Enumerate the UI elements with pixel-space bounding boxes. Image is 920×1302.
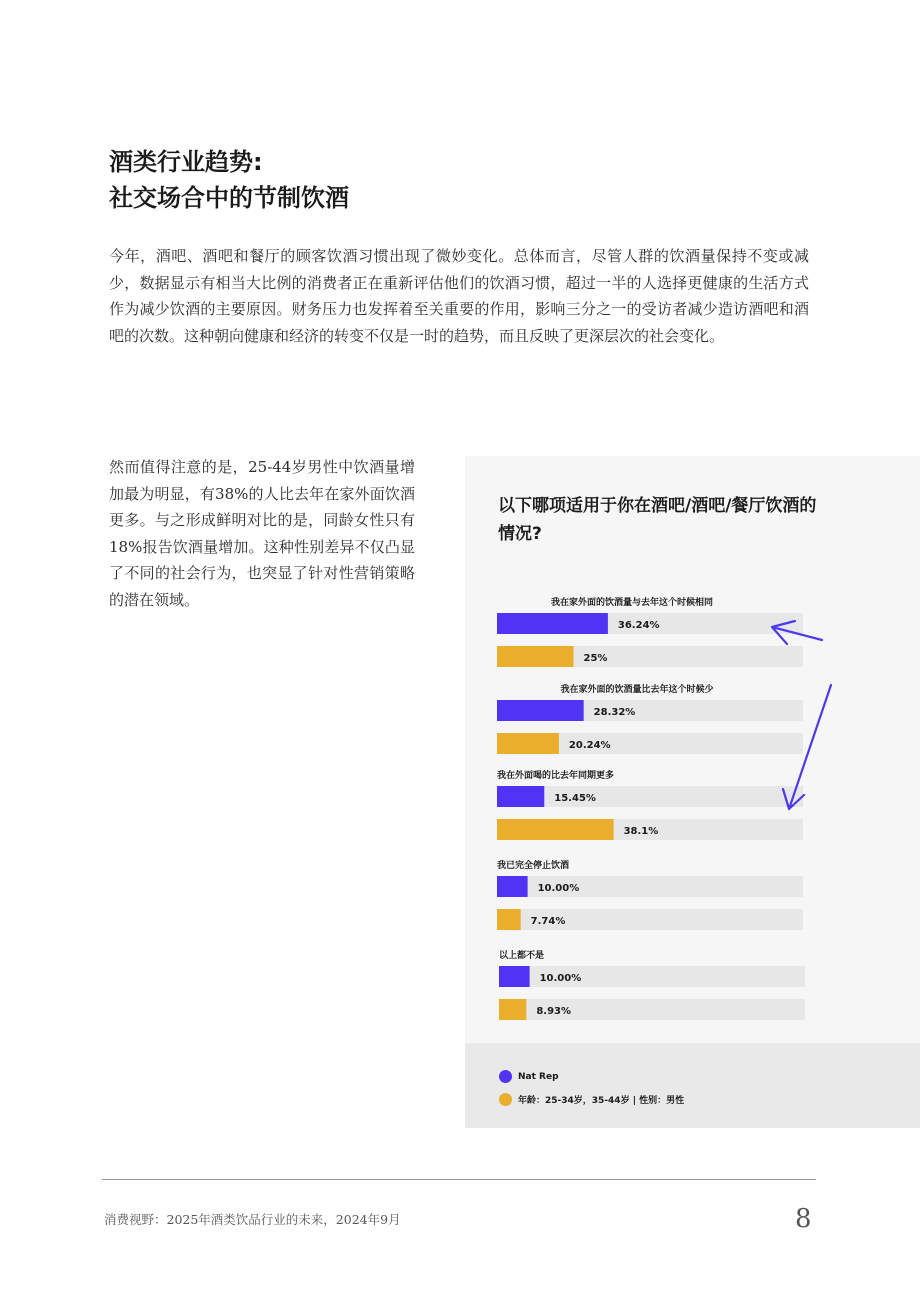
category-label: 我已完全停止饮酒	[497, 861, 570, 871]
data-label: 25%	[583, 653, 608, 664]
bar-segment	[499, 999, 526, 1020]
heading-line-1: 酒类行业趋势:	[109, 148, 263, 176]
bar-nat-rep	[497, 700, 584, 721]
category-label: 我在家外面的饮酒量比去年这个时候少	[560, 685, 714, 695]
bar-chart	[465, 456, 920, 1043]
bar-nat-rep	[497, 876, 528, 897]
data-label: 15.45%	[554, 793, 596, 804]
bar-segment	[497, 646, 574, 667]
page-number: 8	[795, 1204, 812, 1234]
chart-panel	[465, 456, 920, 1128]
legend-label-nat-rep: Nat Rep	[518, 1071, 559, 1082]
bar-segment	[497, 909, 521, 930]
legend-dot-segment	[499, 1093, 512, 1106]
category-label: 我在外面喝的比去年同期更多	[497, 771, 615, 781]
intro-paragraph: 今年，酒吧、酒吧和餐厅的顾客饮酒习惯出现了微妙变化。总体而言，尽管人群的饮酒量保持不变或减少，数据显示有相当大比例的消费者正在重新评估他们的饮酒习惯，超过一半的人选择更健康的生活方式作为减少饮酒的主要原因。财务压力也发挥着至关重要的作用，影响三分之一的受访者减少造访酒吧和酒吧的次数。这种朝向健康和经济的转变不仅是一时的趋势，而且反映了更深层次的社会变化。	[109, 247, 809, 345]
legend-item-nat-rep	[499, 1070, 559, 1083]
bar-segment	[497, 819, 614, 840]
bar-nat-rep	[497, 613, 608, 634]
data-label: 38.1%	[623, 826, 659, 837]
legend	[465, 1043, 920, 1128]
legend-dot-nat-rep	[499, 1070, 512, 1083]
data-label: 36.24%	[617, 620, 660, 631]
data-label: 8.93%	[536, 1006, 572, 1017]
data-label: 10.00%	[539, 973, 582, 984]
bar-segment	[497, 733, 559, 754]
data-label: 7.74%	[530, 916, 566, 927]
insight-paragraph: 然而值得注意的是，25-44岁男性中饮酒量增加最为明显，有38%的人比去年在家外面饮酒更多。与之形成鲜明对比的是，同龄女性只有18%报告饮酒量增加。这种性别差异不仅凸显了不同的社会行为，也突显了针对性营销策略的潜在领域。	[109, 458, 415, 609]
heading-line-2: 社交场合中的节制饮酒	[109, 184, 349, 212]
bar-nat-rep	[497, 786, 544, 807]
data-label: 28.32%	[593, 707, 636, 718]
category-label: 我在家外面的饮酒量与去年这个时候相同	[550, 598, 714, 608]
footer-divider	[102, 1179, 816, 1180]
data-label: 10.00%	[537, 883, 580, 894]
data-label: 20.24%	[568, 740, 611, 751]
legend-label-segment: 年龄：25-34岁，35-44岁 | 性别：男性	[518, 1096, 685, 1106]
page-heading	[109, 144, 709, 216]
chart-title: 以下哪项适用于你在酒吧/酒吧/餐厅饮酒的情况?	[498, 496, 817, 544]
category-label: 以上都不是	[499, 951, 545, 961]
bar-nat-rep	[499, 966, 530, 987]
legend-item-segment	[499, 1093, 684, 1106]
footer-source: 消费视野：2025年酒类饮品行业的未来，2024年9月	[104, 1212, 401, 1227]
